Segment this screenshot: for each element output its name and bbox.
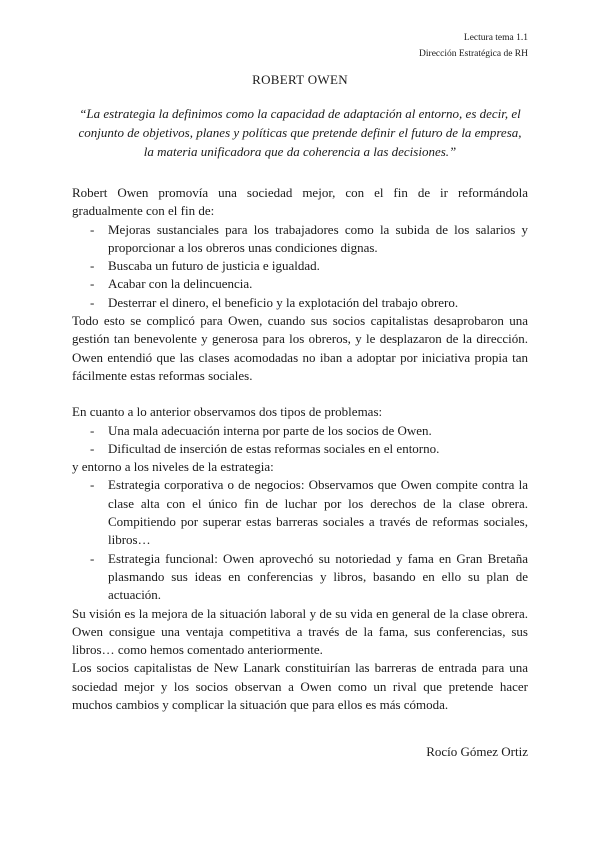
epigraph-quote: “La estrategia la definimos como la capacidad de adaptación al entorno, es decir, el conjunto de objetivos, planes y políticas que pretende definir el futuro de la empresa, la materia unificadora que da coherencia a las decisiones.” <box>78 106 522 159</box>
list-item: - Estrategia funcional: Owen aprovechó su notoriedad y fama en Gran Bretaña plasmando sus ideas en conferencias y libros, basando en ello su plan de actuación. <box>72 550 528 605</box>
list-item: - Desterrar el dinero, el beneficio y la explotación del trabajo obrero. <box>72 294 528 312</box>
complication-paragraph: Todo esto se complicó para Owen, cuando sus socios capitalistas desaprobaron una gestión tan benevolente y generosa para los obreros, y le desplazaron de la dirección. Owen entendió que las clases acomodadas no iban a adoptar por iniciativa propia tan fácilmente estas reformas sociales. <box>72 313 528 383</box>
strategy-levels-list <box>72 476 528 604</box>
header-line-1: Lectura tema 1.1 <box>463 33 528 43</box>
document-title: ROBERT OWEN <box>252 72 348 87</box>
list-item: - Una mala adecuación interna por parte de los socios de Owen. <box>72 422 528 440</box>
author-signature: Rocío Gómez Ortiz <box>426 744 528 759</box>
list-item: - Buscaba un futuro de justicia e igualdad. <box>72 257 528 275</box>
vision-paragraph: Su visión es la mejora de la situación laboral y de su vida en general de la clase obrera. Owen consigue una ventaja competitiva a través de la fama, sus conferencias, sus libros… como hemos comentado anteriormente. <box>72 605 528 658</box>
strategy-levels-intro: y entorno a los niveles de la estrategia: <box>72 459 274 475</box>
barriers-paragraph: Los socios capitalistas de New Lanark constituirían las barreras de entrada para una sociedad mejor y los socios observan a Owen como un rival que pretende hacer muchos cambios y complicar la situación que para ellos es más cómoda. <box>72 660 528 713</box>
list-item: - Estrategia corporativa o de negocios: Observamos que Owen compite contra la clase alta con el único fin de luchar por los derechos de la clase obrera. Compitiendo por superar estas barreras sociales a través de reformas sociales, libros… <box>72 476 528 549</box>
problems-list <box>72 422 528 459</box>
problems-intro: En cuanto a lo anterior observamos dos tipos de problemas: <box>72 404 383 420</box>
header-line-2: Dirección Estratégica de RH <box>419 49 528 59</box>
document-body <box>72 184 528 714</box>
list-item: - Mejoras sustanciales para los trabajadores como la subida de los salarios y proporcionar a los obreros unas condiciones dignas. <box>72 221 528 258</box>
page-header <box>419 30 528 62</box>
goals-list <box>72 221 528 312</box>
list-item: - Dificultad de inserción de estas reformas sociales en el entorno. <box>72 440 528 458</box>
intro-paragraph: Robert Owen promovía una sociedad mejor, con el fin de ir reformándola gradualmente con el fin de: <box>72 185 528 219</box>
list-item: - Acabar con la delincuencia. <box>72 275 528 293</box>
